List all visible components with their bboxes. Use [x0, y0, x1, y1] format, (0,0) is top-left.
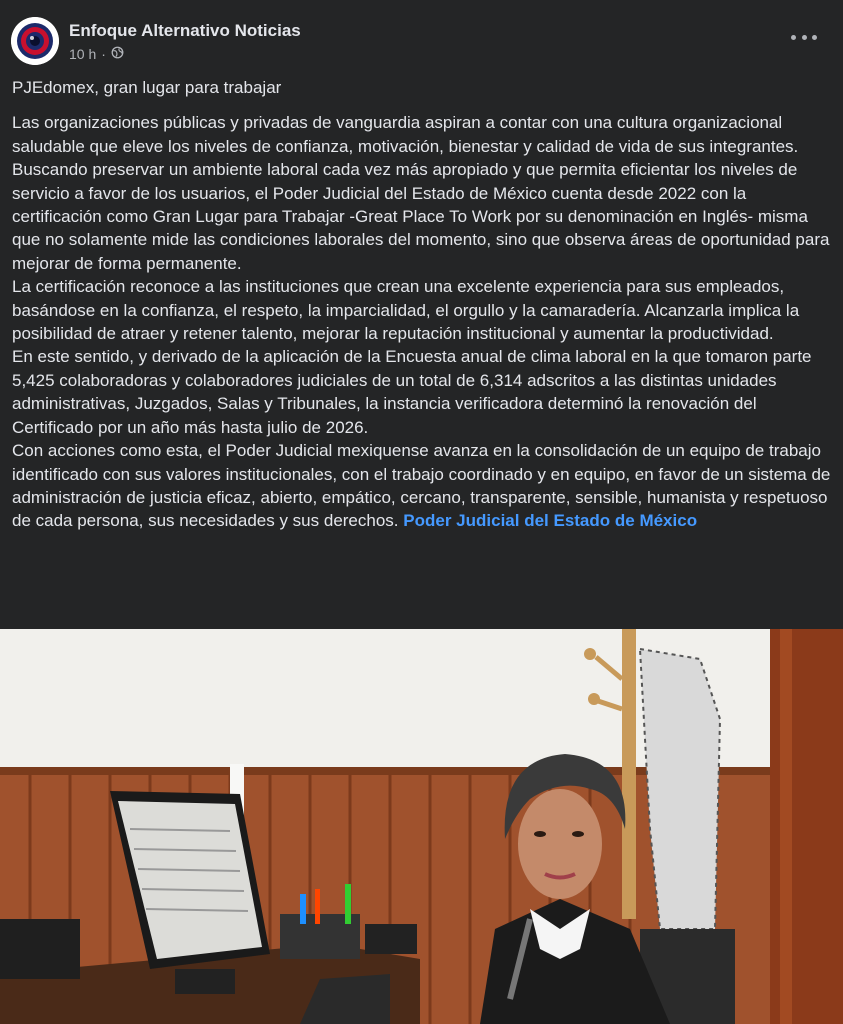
post-time[interactable]: 10 h: [69, 46, 97, 62]
post-paragraph-text: Con acciones como esta, el Poder Judicial mexiquense avanza en la consolidación de un equipo de trabajo identificado con sus valores institucionales, con el trabajo coordinado y en equipo, en favor de un sistema de administración de justicia eficaz, abierto, empático, cercano, transparente, sensible, humanista y respetuoso de cada persona, sus necesidades y sus derechos.: [12, 441, 831, 531]
more-dot: [791, 35, 796, 40]
post-paragraph-last: [12, 439, 832, 533]
more-options-button[interactable]: [791, 30, 817, 44]
camera-lens-logo-icon: [11, 17, 59, 65]
post-photo[interactable]: [0, 629, 843, 1024]
post-paragraph: Buscando preservar un ambiente laboral cada vez más apropiado y que permita eficientar los niveles de servicio a favor de los usuarios, el Poder Judicial del Estado de México cuenta desde 2022 con la certificación como Gran Lugar para Trabajar -Great Place To Work por su denominación en Inglés- misma que no solamente mide las condiciones laborales del momento, sino que observa áreas de oportunidad para mejorar de forma permanente.: [12, 160, 830, 273]
meta-separator: ·: [101, 46, 106, 62]
page-avatar[interactable]: [11, 17, 59, 65]
post-paragraph: En este sentido, y derivado de la aplicación de la Encuesta anual de clima laboral en la que tomaron parte 5,425 colaboradoras y colaboradores judiciales de un total de 6,314 adscritos a las distintas unidades administrativas, Juzgados, Salas y Tribunales, la instancia verificadora determinó la renovación del Certificado por un año más hasta julio de 2026.: [12, 347, 812, 437]
globe-icon: [111, 46, 124, 62]
post-paragraph: La certificación reconoce a las instituciones que crean una excelente experiencia para sus empleados, basándose en la confianza, el respeto, la imparcialidad, el orgullo y la camaradería. Alcanzarla implica la posibilidad de atraer y retener talento, mejorar la reputación institucional y aumentar la productividad.: [12, 277, 800, 344]
post-header: [0, 0, 843, 70]
post-title: PJEdomex, gran lugar para trabajar: [12, 78, 282, 97]
office-scene-illustration: [0, 629, 843, 1024]
post-meta: [69, 46, 124, 62]
post-paragraph: Las organizaciones públicas y privadas de vanguardia aspiran a contar con una cultura organizacional saludable que eleve los niveles de confianza, motivación, bienestar y calidad de vida de sus integrantes.: [12, 113, 799, 156]
page-tag-link[interactable]: Poder Judicial del Estado de México: [403, 511, 698, 531]
author-name[interactable]: Enfoque Alternativo Noticias: [69, 21, 301, 40]
more-dot: [812, 35, 817, 40]
more-dot: [802, 35, 807, 40]
post-text: [12, 76, 832, 533]
